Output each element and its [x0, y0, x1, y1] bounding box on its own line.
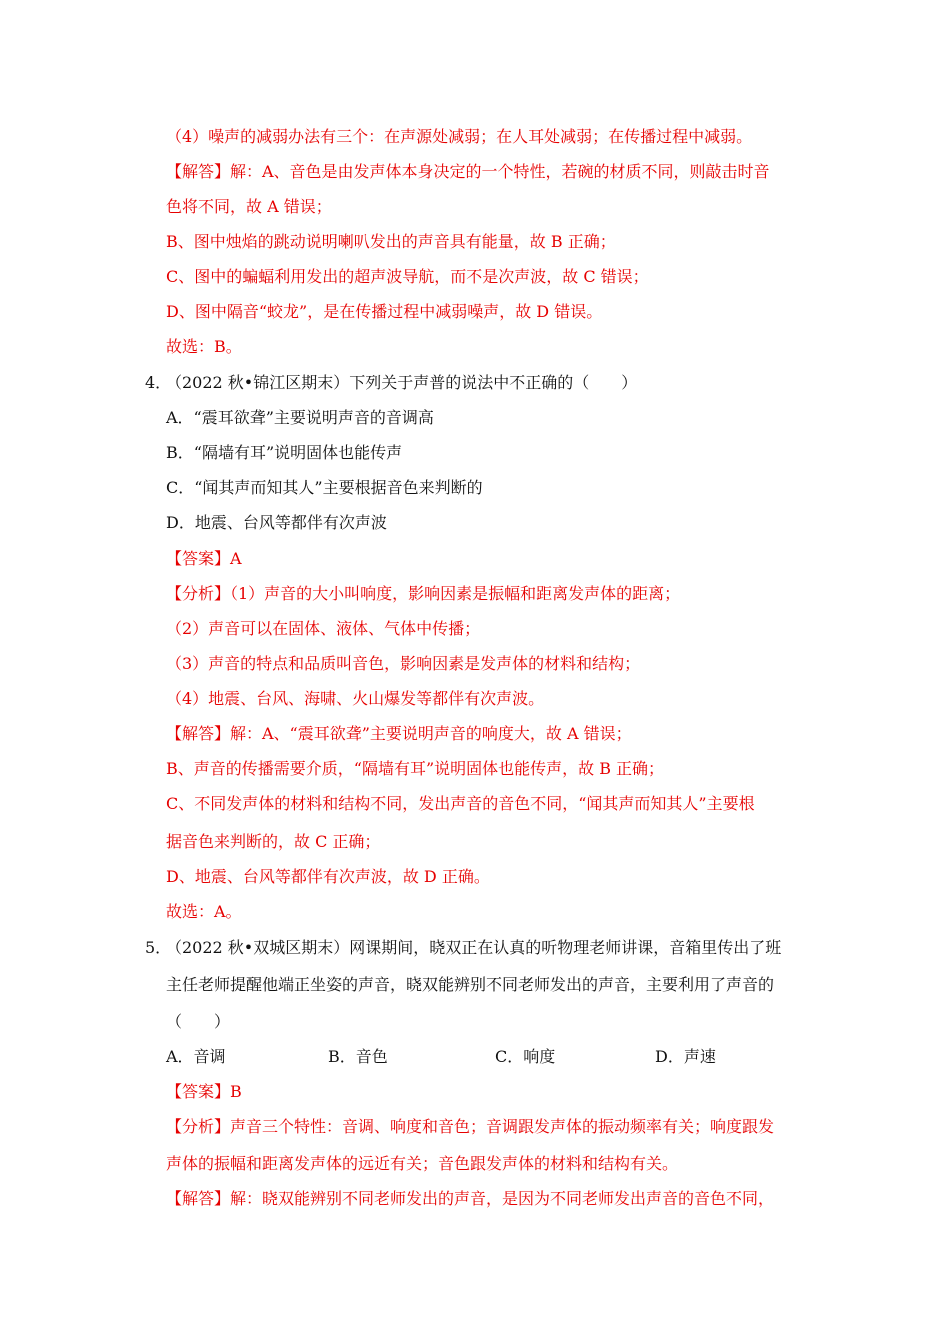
solution-line: C、图中的蝙蝠利用发出的超声波导航，而不是次声波，故 C 错误； [166, 267, 649, 286]
question-number: 5． [145, 938, 172, 957]
choice-line: 故选：A。 [166, 902, 242, 921]
solution-line: B、图中烛焰的跳动说明喇叭发出的声音具有能量，故 B 正确； [166, 232, 616, 251]
option-c: C．响度 [495, 1047, 556, 1066]
option-a: A．“震耳欲聋”主要说明声音的音调高 [166, 408, 434, 427]
option-d: D．声速 [655, 1047, 716, 1066]
solution-line: 【解答】解：晓双能辨别不同老师发出的声音，是因为不同老师发出声音的音色不同， [166, 1189, 775, 1208]
option-a: A．音调 [166, 1047, 226, 1066]
solution-line: 【解答】解：A、音色是由发声体本身决定的一个特性，若碗的材质不同，则敲击时音 [166, 162, 770, 181]
question-stem: （2022 秋•双城区期末）网课期间，晓双正在认真的听物理老师讲课，音箱里传出了班 [166, 938, 782, 957]
analysis-line: 【分析】声音三个特性：音调、响度和音色；音调跟发声体的振动频率有关；响度跟发 [166, 1117, 775, 1136]
solution-line: 色将不同，故 A 错误； [166, 197, 332, 216]
solution-line: D、图中隔音“蛟龙”，是在传播过程中减弱噪声，故 D 错误。 [166, 302, 603, 321]
analysis-line: 【分析】（1）声音的大小叫响度，影响因素是振幅和距离发声体的距离； [166, 584, 681, 603]
option-c: C．“闻其声而知其人”主要根据音色来判断的 [166, 478, 483, 497]
question-number: 4． [145, 373, 172, 392]
solution-line: 【解答】解：A、“震耳欲聋”主要说明声音的响度大，故 A 错误； [166, 724, 632, 743]
analysis-line: 声体的振幅和距离发声体的远近有关；音色跟发声体的材料和结构有关。 [166, 1154, 679, 1173]
option-b: B．音色 [328, 1047, 388, 1066]
analysis-line: （3）声音的特点和品质叫音色，影响因素是发声体的材料和结构； [166, 654, 641, 673]
analysis-line: （4）噪声的减弱办法有三个：在声源处减弱；在人耳处减弱；在传播过程中减弱。 [166, 127, 753, 146]
solution-line: D、地震、台风等都伴有次声波，故 D 正确。 [166, 867, 490, 886]
question-stem: （ ） [166, 1012, 231, 1031]
solution-line: 据音色来判断的，故 C 正确； [166, 832, 381, 851]
question-stem: 主任老师提醒他端正坐姿的声音，晓双能辨别不同老师发出的声音，主要利用了声音的 [166, 975, 775, 994]
analysis-line: （4）地震、台风、海啸、火山爆发等都伴有次声波。 [166, 689, 545, 708]
option-b: B．“隔墙有耳”说明固体也能传声 [166, 443, 403, 462]
option-d: D．地震、台风等都伴有次声波 [166, 513, 387, 532]
analysis-line: （2）声音可以在固体、液体、气体中传播； [166, 619, 481, 638]
choice-line: 故选：B。 [166, 337, 242, 356]
answer-label: 【答案】A [166, 549, 242, 568]
solution-line: C、不同发声体的材料和结构不同，发出声音的音色不同，“闻其声而知其人”主要根 [166, 794, 755, 813]
question-stem: （2022 秋•锦江区期末）下列关于声普的说法中不正确的（ ） [166, 373, 638, 392]
answer-label: 【答案】B [166, 1082, 242, 1101]
solution-line: B、声音的传播需要介质，“隔墙有耳”说明固体也能传声，故 B 正确； [166, 759, 665, 778]
